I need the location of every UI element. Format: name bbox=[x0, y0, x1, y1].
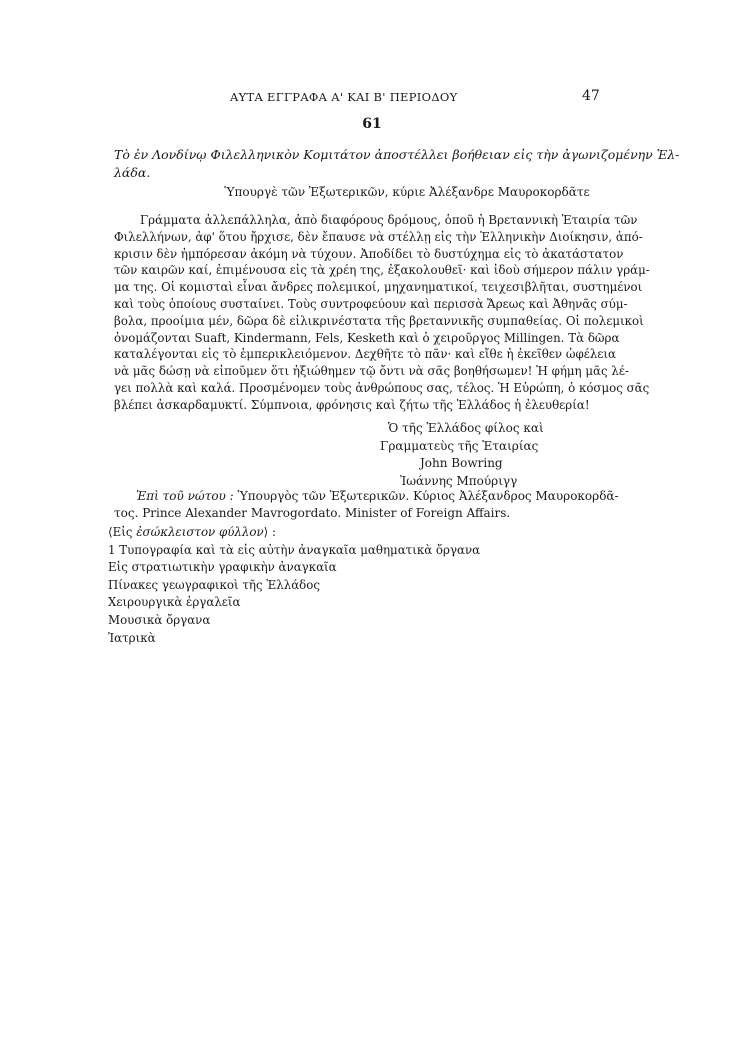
enclosure-item: 1 Τυπογραφία καὶ τὰ εἰς αὐτὴν ἀναγκαῖα μαθηματικὰ ὄργανα bbox=[108, 542, 481, 557]
enclosure-item: Εἰς στρατιωτικὴν γραφικὴν ἀναγκαῖα bbox=[108, 560, 337, 575]
letter-body bbox=[114, 212, 650, 414]
body-line: βλέπει ἀσκαρδαμυκτί. Σύμπνοια, φρόνησις καὶ ζήτω τῆς Ἑλλάδος ἡ ἐλευθερία! bbox=[114, 397, 590, 412]
back-note-text: Ὑπουργὸς τῶν Ἐξωτερικῶν. Κύριος Ἀλέξανδρος Μαυροκορδᾶ- bbox=[237, 489, 619, 503]
body-line: μα της. Οἱ κομισταὶ εἶναι ἄνδρες πολεμικοί, μηχανηματικοί, τειχεσιβλῆται, συστημένοι bbox=[114, 280, 643, 295]
enclosure-item: Χειρουργικὰ ἐργαλεῖα bbox=[108, 595, 241, 610]
body-line: Γράμματα ἀλλεπάλληλα, ἀπὸ διαφόρους δρόμους, ὁποῦ ἡ Βρεταννικὴ Ἑταιρία τῶν bbox=[140, 213, 638, 227]
enclosure-item: Ἰατρικὰ bbox=[108, 630, 156, 645]
enclosure-heading-italic: ἐσώκλειστον φύλλον bbox=[136, 525, 264, 539]
signature-line: Ὁ τῆς Ἑλλάδος φίλος καὶ bbox=[388, 421, 544, 435]
back-note-label: Ἐπὶ τοῦ νώτου : bbox=[136, 489, 234, 503]
body-line: κρισιν δὲν ἠμπόρεσαν ἀκόμη νὰ τύχουν. Ἀποδίδει τὸ δυστύχημα εἰς τὸ ἀκατάστατον bbox=[114, 246, 624, 261]
body-line: καὶ τοὺς ὁποίους συσταίνει. Τοὺς συντροφεύουν καὶ περισσὰ Ἄρεως καὶ Ἀθηνᾶς σύμ- bbox=[114, 296, 628, 311]
back-note-line: τος. Prince Alexander Mavrogordato. Minister of Foreign Affairs. bbox=[114, 506, 511, 520]
signature-name-greek: Ἰωάννης Μπούριγγ bbox=[400, 473, 518, 488]
salutation: Ὑπουργὲ τῶν Ἐξωτερικῶν, κύριε Ἀλέξανδρε Μαυροκορδᾶτε bbox=[224, 185, 590, 199]
enclosure-heading bbox=[108, 524, 480, 542]
signature-block bbox=[380, 420, 544, 490]
body-line: Φιλελλήνων, ἀφ' ὅτου ἤρχισε, δὲν ἔπαυσε νὰ στέλλῃ εἰς τὴν Ἑλληνικὴν Διοίκησιν, ἀπό- bbox=[114, 229, 643, 244]
body-line: βολα, προοίμια μέν, δῶρα δὲ εἰλικρινέστατα τῆς βρεταννικῆς συμπαθείας. Οἱ πολεμικοὶ bbox=[114, 313, 644, 328]
back-note bbox=[114, 488, 619, 522]
enclosure-open: ⟨Εἰς bbox=[108, 525, 137, 539]
back-note-line bbox=[114, 488, 619, 505]
title-line: Τὸ ἐν Λονδίνῳ Φιλελληνικὸν Κομιτάτον ἀποστέλλει βοήθειαν εἰς τὴν ἀγωνιζομένην Ἑλ- bbox=[114, 147, 680, 162]
enclosure-list bbox=[108, 524, 480, 647]
body-line: ὀνομάζονται Suaft, Kindermann, Fels, Kesketh καὶ ὁ χειροῦργος Millingen. Τὰ δῶρα bbox=[114, 330, 620, 345]
enclosure-item: Πίνακες γεωγραφικοὶ τῆς Ἑλλάδος bbox=[108, 577, 320, 592]
signature-line: Γραμματεὺς τῆς Ἑταιρίας bbox=[380, 438, 539, 453]
body-line: τῶν καιρῶν καί, ἐπιμένουσα εἰς τὰ χρέη της, ἐξακολουθεῖ· καὶ ἰδοὺ σήμερον πάλιν γράμ- bbox=[114, 263, 650, 278]
enclosure-close: ⟩ : bbox=[263, 525, 276, 539]
page-number: 47 bbox=[582, 88, 600, 104]
document-number: 61 bbox=[362, 116, 382, 132]
running-header-title: ΑΥΤΑ ΕΓΓΡΑΦΑ Α' ΚΑΙ Β' ΠΕΡΙΟΔΟΥ bbox=[230, 90, 458, 104]
body-line: γει πολλὰ καὶ καλά. Προσμένομεν τοὺς ἀνθρώπους σας, τέλος. Ἡ Εὐρώπη, ὁ κόσμος σᾶς bbox=[114, 380, 650, 395]
body-line: νὰ μᾶς δώσῃ νὰ εἰποῦμεν ὅτι ἠξιώθημεν τῷ ὄντι νὰ σᾶς βοηθήσωμεν! Ἡ φήμη μᾶς λέ- bbox=[114, 364, 629, 379]
title-line: λάδα. bbox=[114, 165, 151, 180]
enclosure-item: Μουσικὰ ὄργανα bbox=[108, 612, 211, 627]
signature-name: John Bowring bbox=[420, 456, 503, 470]
document-title bbox=[114, 146, 680, 182]
body-line: καταλέγονται εἰς τὸ ἐμπερικλειόμενον. Δεχθῆτε τὸ πᾶν· καὶ εἴθε ἡ ἐκεῖθεν ὠφέλεια bbox=[114, 347, 617, 362]
